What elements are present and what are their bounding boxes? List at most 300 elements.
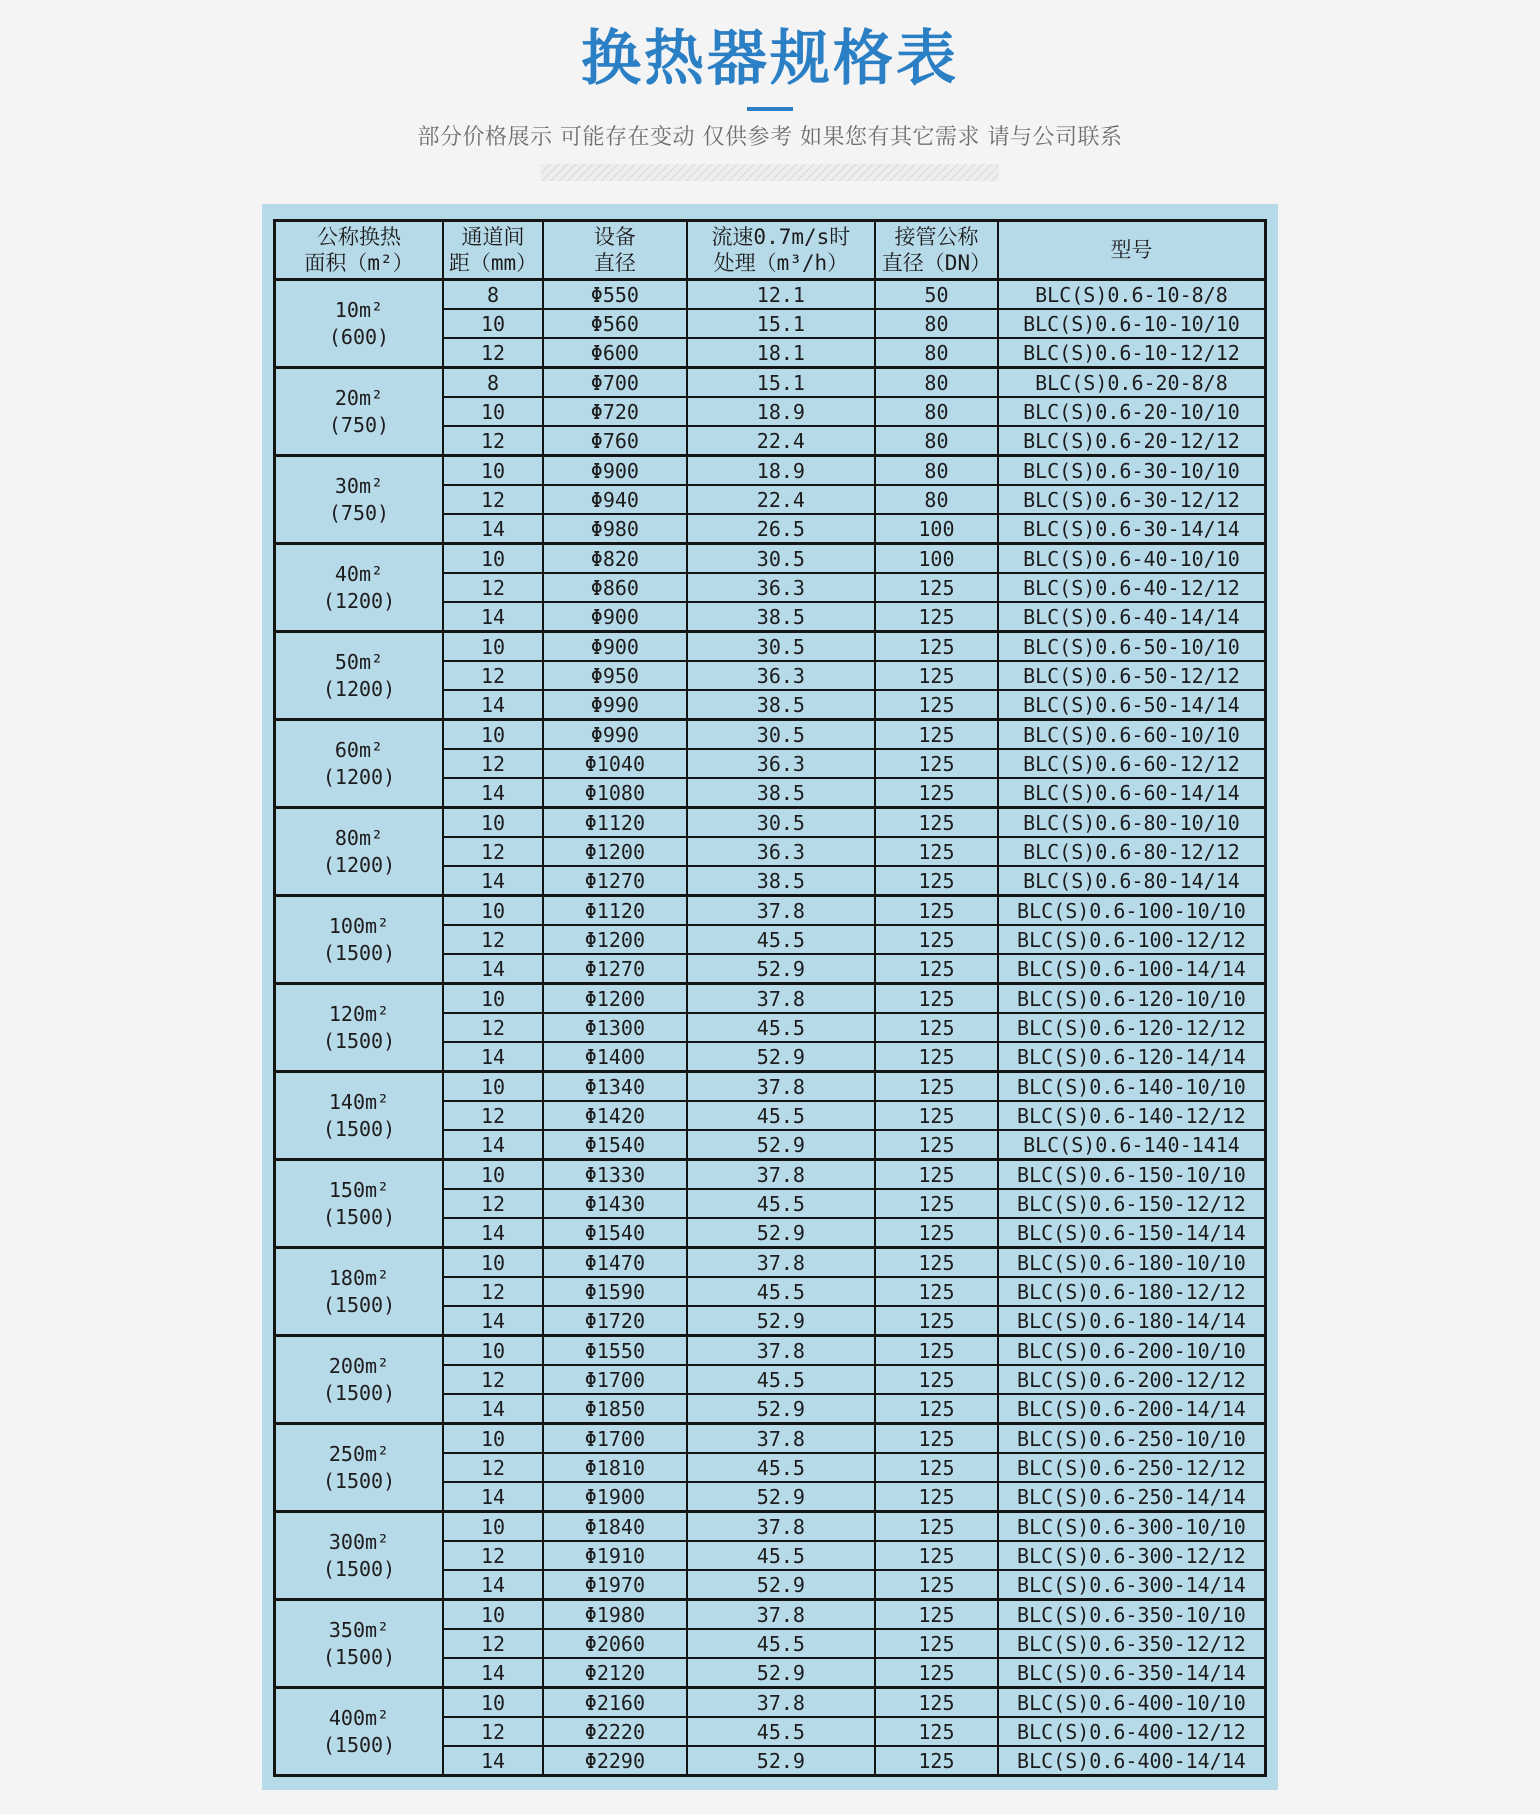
flow-rate-cell: 45.5 bbox=[687, 925, 875, 954]
flow-rate-cell: 38.5 bbox=[687, 690, 875, 720]
diameter-cell: Φ550 bbox=[543, 280, 687, 310]
area-label: 300m² bbox=[328, 1529, 390, 1554]
model-cell: BLC(S)0.6-120-12/12 bbox=[998, 1013, 1266, 1042]
col-header-flow bbox=[687, 221, 875, 280]
flow-rate-cell: 37.8 bbox=[687, 896, 875, 926]
diameter-cell: Φ1430 bbox=[543, 1189, 687, 1218]
area-size-label: (1500) bbox=[322, 1028, 396, 1053]
table-row bbox=[275, 720, 1266, 750]
dn-cell: 125 bbox=[875, 1042, 998, 1072]
channel-spacing-cell: 14 bbox=[443, 690, 543, 720]
dn-cell: 125 bbox=[875, 896, 998, 926]
model-cell: BLC(S)0.6-350-10/10 bbox=[998, 1600, 1266, 1630]
dn-cell: 125 bbox=[875, 1658, 998, 1688]
dn-cell: 125 bbox=[875, 1482, 998, 1512]
model-cell: BLC(S)0.6-180-14/14 bbox=[998, 1306, 1266, 1336]
model-cell: BLC(S)0.6-20-10/10 bbox=[998, 397, 1266, 426]
flow-rate-cell: 37.8 bbox=[687, 1688, 875, 1718]
dn-cell: 125 bbox=[875, 1160, 998, 1190]
col-header-line: 接管公称 bbox=[894, 225, 979, 249]
table-row bbox=[275, 1336, 1266, 1366]
table-row bbox=[275, 632, 1266, 662]
model-cell: BLC(S)0.6-140-1414 bbox=[998, 1130, 1266, 1160]
model-cell: BLC(S)0.6-40-12/12 bbox=[998, 573, 1266, 602]
channel-spacing-cell: 14 bbox=[443, 602, 543, 632]
dn-cell: 125 bbox=[875, 1424, 998, 1454]
area-group-cell bbox=[275, 632, 443, 720]
dn-cell: 125 bbox=[875, 1218, 998, 1248]
dn-cell: 80 bbox=[875, 397, 998, 426]
channel-spacing-cell: 10 bbox=[443, 1512, 543, 1542]
page-subtitle: 部分价格展示 可能存在变动 仅供参考 如果您有其它需求 请与公司联系 bbox=[417, 125, 1123, 150]
diameter-cell: Φ950 bbox=[543, 661, 687, 690]
channel-spacing-cell: 10 bbox=[443, 309, 543, 338]
flow-rate-cell: 36.3 bbox=[687, 573, 875, 602]
spec-table bbox=[273, 219, 1267, 1777]
diameter-cell: Φ2290 bbox=[543, 1746, 687, 1776]
model-cell: BLC(S)0.6-180-12/12 bbox=[998, 1277, 1266, 1306]
area-label: 40m² bbox=[334, 561, 384, 586]
model-cell: BLC(S)0.6-20-12/12 bbox=[998, 426, 1266, 456]
channel-spacing-cell: 14 bbox=[443, 514, 543, 544]
flow-rate-cell: 52.9 bbox=[687, 954, 875, 984]
flow-rate-cell: 15.1 bbox=[687, 309, 875, 338]
model-cell: BLC(S)0.6-50-12/12 bbox=[998, 661, 1266, 690]
diameter-cell: Φ940 bbox=[543, 485, 687, 514]
channel-spacing-cell: 14 bbox=[443, 1130, 543, 1160]
area-label: 10m² bbox=[334, 297, 384, 322]
diameter-cell: Φ1590 bbox=[543, 1277, 687, 1306]
channel-spacing-cell: 10 bbox=[443, 1424, 543, 1454]
dn-cell: 125 bbox=[875, 1717, 998, 1746]
diameter-cell: Φ900 bbox=[543, 456, 687, 486]
area-size-label: (1500) bbox=[322, 1644, 396, 1669]
diameter-cell: Φ720 bbox=[543, 397, 687, 426]
area-group-cell bbox=[275, 1072, 443, 1160]
col-header-line: 直径（DN） bbox=[881, 251, 992, 275]
area-group-cell bbox=[275, 1600, 443, 1688]
model-cell: BLC(S)0.6-100-12/12 bbox=[998, 925, 1266, 954]
model-cell: BLC(S)0.6-80-12/12 bbox=[998, 837, 1266, 866]
diameter-cell: Φ1200 bbox=[543, 837, 687, 866]
channel-spacing-cell: 12 bbox=[443, 1365, 543, 1394]
model-cell: BLC(S)0.6-300-14/14 bbox=[998, 1570, 1266, 1600]
flow-rate-cell: 30.5 bbox=[687, 632, 875, 662]
model-cell: BLC(S)0.6-50-10/10 bbox=[998, 632, 1266, 662]
area-size-label: (1500) bbox=[322, 1204, 396, 1229]
channel-spacing-cell: 12 bbox=[443, 485, 543, 514]
table-row bbox=[275, 280, 1266, 310]
flow-rate-cell: 52.9 bbox=[687, 1658, 875, 1688]
dn-cell: 100 bbox=[875, 514, 998, 544]
flow-rate-cell: 30.5 bbox=[687, 544, 875, 574]
flow-rate-cell: 38.5 bbox=[687, 866, 875, 896]
model-cell: BLC(S)0.6-150-14/14 bbox=[998, 1218, 1266, 1248]
flow-rate-cell: 45.5 bbox=[687, 1453, 875, 1482]
col-header-line: 直径 bbox=[593, 251, 636, 275]
page-title: 换热器规格表 bbox=[581, 24, 959, 94]
model-cell: BLC(S)0.6-60-14/14 bbox=[998, 778, 1266, 808]
area-group-cell bbox=[275, 896, 443, 984]
channel-spacing-cell: 8 bbox=[443, 280, 543, 310]
area-group-cell bbox=[275, 456, 443, 544]
model-cell: BLC(S)0.6-300-12/12 bbox=[998, 1541, 1266, 1570]
table-row bbox=[275, 1424, 1266, 1454]
area-group-cell bbox=[275, 1336, 443, 1424]
diameter-cell: Φ820 bbox=[543, 544, 687, 574]
table-row bbox=[275, 896, 1266, 926]
flow-rate-cell: 52.9 bbox=[687, 1570, 875, 1600]
table-body bbox=[275, 280, 1266, 1776]
flow-rate-cell: 36.3 bbox=[687, 661, 875, 690]
channel-spacing-cell: 12 bbox=[443, 426, 543, 456]
flow-rate-cell: 22.4 bbox=[687, 426, 875, 456]
title-underline bbox=[747, 107, 793, 111]
channel-spacing-cell: 14 bbox=[443, 1042, 543, 1072]
diameter-cell: Φ1270 bbox=[543, 866, 687, 896]
area-group-cell bbox=[275, 984, 443, 1072]
table-row bbox=[275, 1512, 1266, 1542]
flow-rate-cell: 37.8 bbox=[687, 1072, 875, 1102]
flow-rate-cell: 37.8 bbox=[687, 1336, 875, 1366]
model-cell: BLC(S)0.6-10-10/10 bbox=[998, 309, 1266, 338]
dn-cell: 125 bbox=[875, 1570, 998, 1600]
diameter-cell: Φ1720 bbox=[543, 1306, 687, 1336]
dn-cell: 125 bbox=[875, 749, 998, 778]
channel-spacing-cell: 12 bbox=[443, 573, 543, 602]
table-row bbox=[275, 1600, 1266, 1630]
model-cell: BLC(S)0.6-300-10/10 bbox=[998, 1512, 1266, 1542]
dn-cell: 125 bbox=[875, 925, 998, 954]
col-header-dn bbox=[875, 221, 998, 280]
area-group-cell bbox=[275, 808, 443, 896]
model-cell: BLC(S)0.6-350-14/14 bbox=[998, 1658, 1266, 1688]
diameter-cell: Φ1040 bbox=[543, 749, 687, 778]
flow-rate-cell: 38.5 bbox=[687, 602, 875, 632]
dn-cell: 125 bbox=[875, 1512, 998, 1542]
flow-rate-cell: 18.1 bbox=[687, 338, 875, 368]
flow-rate-cell: 52.9 bbox=[687, 1218, 875, 1248]
flow-rate-cell: 37.8 bbox=[687, 1600, 875, 1630]
flow-rate-cell: 15.1 bbox=[687, 368, 875, 398]
model-cell: BLC(S)0.6-400-12/12 bbox=[998, 1717, 1266, 1746]
channel-spacing-cell: 10 bbox=[443, 808, 543, 838]
dn-cell: 125 bbox=[875, 837, 998, 866]
diameter-cell: Φ2220 bbox=[543, 1717, 687, 1746]
area-size-label: (750) bbox=[328, 412, 390, 437]
col-header-line: 通道间 bbox=[461, 225, 525, 249]
model-cell: BLC(S)0.6-200-14/14 bbox=[998, 1394, 1266, 1424]
dn-cell: 125 bbox=[875, 1277, 998, 1306]
diameter-cell: Φ1700 bbox=[543, 1424, 687, 1454]
dn-cell: 50 bbox=[875, 280, 998, 310]
channel-spacing-cell: 10 bbox=[443, 397, 543, 426]
diameter-cell: Φ2120 bbox=[543, 1658, 687, 1688]
dn-cell: 125 bbox=[875, 984, 998, 1014]
channel-spacing-cell: 8 bbox=[443, 368, 543, 398]
channel-spacing-cell: 14 bbox=[443, 866, 543, 896]
dn-cell: 125 bbox=[875, 1248, 998, 1278]
area-label: 50m² bbox=[334, 649, 384, 674]
dn-cell: 125 bbox=[875, 1629, 998, 1658]
diameter-cell: Φ900 bbox=[543, 602, 687, 632]
channel-spacing-cell: 10 bbox=[443, 1600, 543, 1630]
dn-cell: 125 bbox=[875, 808, 998, 838]
col-header-diameter bbox=[543, 221, 687, 280]
channel-spacing-cell: 12 bbox=[443, 338, 543, 368]
diameter-cell: Φ560 bbox=[543, 309, 687, 338]
flow-rate-cell: 30.5 bbox=[687, 720, 875, 750]
dn-cell: 80 bbox=[875, 485, 998, 514]
model-cell: BLC(S)0.6-60-12/12 bbox=[998, 749, 1266, 778]
flow-rate-cell: 45.5 bbox=[687, 1101, 875, 1130]
dn-cell: 125 bbox=[875, 690, 998, 720]
diameter-cell: Φ700 bbox=[543, 368, 687, 398]
model-cell: BLC(S)0.6-250-14/14 bbox=[998, 1482, 1266, 1512]
dn-cell: 125 bbox=[875, 632, 998, 662]
flow-rate-cell: 45.5 bbox=[687, 1717, 875, 1746]
flow-rate-cell: 52.9 bbox=[687, 1306, 875, 1336]
diameter-cell: Φ1120 bbox=[543, 808, 687, 838]
channel-spacing-cell: 12 bbox=[443, 925, 543, 954]
model-cell: BLC(S)0.6-10-8/8 bbox=[998, 280, 1266, 310]
diameter-cell: Φ1840 bbox=[543, 1512, 687, 1542]
channel-spacing-cell: 14 bbox=[443, 1306, 543, 1336]
dn-cell: 125 bbox=[875, 1306, 998, 1336]
dn-cell: 125 bbox=[875, 1013, 998, 1042]
table-row bbox=[275, 544, 1266, 574]
diameter-cell: Φ1200 bbox=[543, 984, 687, 1014]
col-header-line: 处理（m³/h） bbox=[713, 251, 849, 275]
flow-rate-cell: 36.3 bbox=[687, 837, 875, 866]
diameter-cell: Φ1810 bbox=[543, 1453, 687, 1482]
col-header-line: 设备 bbox=[593, 225, 636, 249]
model-cell: BLC(S)0.6-100-14/14 bbox=[998, 954, 1266, 984]
diameter-cell: Φ1300 bbox=[543, 1013, 687, 1042]
model-cell: BLC(S)0.6-250-10/10 bbox=[998, 1424, 1266, 1454]
flow-rate-cell: 45.5 bbox=[687, 1629, 875, 1658]
dn-cell: 125 bbox=[875, 954, 998, 984]
area-size-label: (1500) bbox=[322, 1380, 396, 1405]
flow-rate-cell: 18.9 bbox=[687, 456, 875, 486]
diameter-cell: Φ1270 bbox=[543, 954, 687, 984]
table-row bbox=[275, 456, 1266, 486]
model-cell: BLC(S)0.6-200-12/12 bbox=[998, 1365, 1266, 1394]
model-cell: BLC(S)0.6-150-10/10 bbox=[998, 1160, 1266, 1190]
area-size-label: (1200) bbox=[322, 852, 396, 877]
diameter-cell: Φ990 bbox=[543, 690, 687, 720]
table-row bbox=[275, 1160, 1266, 1190]
diameter-cell: Φ1470 bbox=[543, 1248, 687, 1278]
dn-cell: 125 bbox=[875, 573, 998, 602]
area-label: 80m² bbox=[334, 825, 384, 850]
dn-cell: 80 bbox=[875, 338, 998, 368]
model-cell: BLC(S)0.6-40-14/14 bbox=[998, 602, 1266, 632]
area-label: 350m² bbox=[328, 1617, 390, 1642]
dn-cell: 125 bbox=[875, 1600, 998, 1630]
channel-spacing-cell: 12 bbox=[443, 1189, 543, 1218]
area-size-label: (1200) bbox=[322, 676, 396, 701]
flow-rate-cell: 45.5 bbox=[687, 1365, 875, 1394]
dn-cell: 125 bbox=[875, 1688, 998, 1718]
flow-rate-cell: 52.9 bbox=[687, 1042, 875, 1072]
channel-spacing-cell: 10 bbox=[443, 720, 543, 750]
area-group-cell bbox=[275, 1688, 443, 1776]
area-group-cell bbox=[275, 1160, 443, 1248]
channel-spacing-cell: 14 bbox=[443, 1746, 543, 1776]
area-size-label: (1200) bbox=[322, 588, 396, 613]
diameter-cell: Φ980 bbox=[543, 514, 687, 544]
area-group-cell bbox=[275, 544, 443, 632]
area-label: 250m² bbox=[328, 1441, 390, 1466]
channel-spacing-cell: 10 bbox=[443, 1072, 543, 1102]
model-cell: BLC(S)0.6-80-10/10 bbox=[998, 808, 1266, 838]
col-header-line: 面积（m²） bbox=[304, 251, 414, 275]
table-row bbox=[275, 984, 1266, 1014]
col-header-line: 公称换热 bbox=[316, 225, 401, 249]
table-row bbox=[275, 1072, 1266, 1102]
dn-cell: 125 bbox=[875, 1365, 998, 1394]
area-label: 100m² bbox=[328, 913, 390, 938]
area-label: 180m² bbox=[328, 1265, 390, 1290]
dn-cell: 125 bbox=[875, 866, 998, 896]
channel-spacing-cell: 12 bbox=[443, 1277, 543, 1306]
flow-rate-cell: 52.9 bbox=[687, 1130, 875, 1160]
model-cell: BLC(S)0.6-60-10/10 bbox=[998, 720, 1266, 750]
model-cell: BLC(S)0.6-250-12/12 bbox=[998, 1453, 1266, 1482]
channel-spacing-cell: 10 bbox=[443, 1248, 543, 1278]
dn-cell: 80 bbox=[875, 456, 998, 486]
diameter-cell: Φ2160 bbox=[543, 1688, 687, 1718]
spec-table-panel bbox=[262, 204, 1278, 1790]
header-row bbox=[275, 221, 1266, 280]
dn-cell: 125 bbox=[875, 1189, 998, 1218]
diameter-cell: Φ1330 bbox=[543, 1160, 687, 1190]
diameter-cell: Φ900 bbox=[543, 632, 687, 662]
dn-cell: 125 bbox=[875, 1072, 998, 1102]
col-header-line: 型号 bbox=[1110, 238, 1153, 262]
flow-rate-cell: 37.8 bbox=[687, 1248, 875, 1278]
channel-spacing-cell: 10 bbox=[443, 544, 543, 574]
area-size-label: (750) bbox=[328, 500, 390, 525]
model-cell: BLC(S)0.6-120-10/10 bbox=[998, 984, 1266, 1014]
channel-spacing-cell: 12 bbox=[443, 661, 543, 690]
dn-cell: 80 bbox=[875, 309, 998, 338]
diameter-cell: Φ1540 bbox=[543, 1218, 687, 1248]
channel-spacing-cell: 14 bbox=[443, 1570, 543, 1600]
dn-cell: 125 bbox=[875, 778, 998, 808]
area-group-cell bbox=[275, 720, 443, 808]
flow-rate-cell: 52.9 bbox=[687, 1394, 875, 1424]
diameter-cell: Φ1970 bbox=[543, 1570, 687, 1600]
table-row bbox=[275, 1248, 1266, 1278]
flow-rate-cell: 12.1 bbox=[687, 280, 875, 310]
dn-cell: 125 bbox=[875, 1541, 998, 1570]
area-group-cell bbox=[275, 1248, 443, 1336]
model-cell: BLC(S)0.6-140-10/10 bbox=[998, 1072, 1266, 1102]
flow-rate-cell: 45.5 bbox=[687, 1277, 875, 1306]
area-size-label: (1200) bbox=[322, 764, 396, 789]
channel-spacing-cell: 12 bbox=[443, 1717, 543, 1746]
area-group-cell bbox=[275, 1512, 443, 1600]
dn-cell: 125 bbox=[875, 1746, 998, 1776]
col-header-area bbox=[275, 221, 443, 280]
flow-rate-cell: 45.5 bbox=[687, 1541, 875, 1570]
dn-cell: 80 bbox=[875, 426, 998, 456]
area-group-cell bbox=[275, 368, 443, 456]
model-cell: BLC(S)0.6-30-10/10 bbox=[998, 456, 1266, 486]
flow-rate-cell: 52.9 bbox=[687, 1482, 875, 1512]
table-row bbox=[275, 368, 1266, 398]
channel-spacing-cell: 14 bbox=[443, 1482, 543, 1512]
flow-rate-cell: 38.5 bbox=[687, 778, 875, 808]
dn-cell: 125 bbox=[875, 1101, 998, 1130]
channel-spacing-cell: 12 bbox=[443, 1629, 543, 1658]
diameter-cell: Φ1900 bbox=[543, 1482, 687, 1512]
flow-rate-cell: 37.8 bbox=[687, 1424, 875, 1454]
flow-rate-cell: 45.5 bbox=[687, 1013, 875, 1042]
area-label: 140m² bbox=[328, 1089, 390, 1114]
diameter-cell: Φ1080 bbox=[543, 778, 687, 808]
area-size-label: (600) bbox=[328, 324, 390, 349]
model-cell: BLC(S)0.6-150-12/12 bbox=[998, 1189, 1266, 1218]
diameter-cell: Φ1980 bbox=[543, 1600, 687, 1630]
diameter-cell: Φ1540 bbox=[543, 1130, 687, 1160]
flow-rate-cell: 37.8 bbox=[687, 1512, 875, 1542]
area-size-label: (1500) bbox=[322, 1116, 396, 1141]
dn-cell: 125 bbox=[875, 1336, 998, 1366]
flow-rate-cell: 30.5 bbox=[687, 808, 875, 838]
model-cell: BLC(S)0.6-200-10/10 bbox=[998, 1336, 1266, 1366]
diameter-cell: Φ2060 bbox=[543, 1629, 687, 1658]
diameter-cell: Φ1400 bbox=[543, 1042, 687, 1072]
area-label: 400m² bbox=[328, 1705, 390, 1730]
channel-spacing-cell: 12 bbox=[443, 1013, 543, 1042]
area-size-label: (1500) bbox=[322, 940, 396, 965]
diameter-cell: Φ860 bbox=[543, 573, 687, 602]
channel-spacing-cell: 10 bbox=[443, 896, 543, 926]
dn-cell: 125 bbox=[875, 1453, 998, 1482]
area-label: 150m² bbox=[328, 1177, 390, 1202]
area-size-label: (1500) bbox=[322, 1468, 396, 1493]
model-cell: BLC(S)0.6-30-14/14 bbox=[998, 514, 1266, 544]
channel-spacing-cell: 14 bbox=[443, 1218, 543, 1248]
area-label: 120m² bbox=[328, 1001, 390, 1026]
channel-spacing-cell: 10 bbox=[443, 1688, 543, 1718]
table-row bbox=[275, 808, 1266, 838]
channel-spacing-cell: 12 bbox=[443, 837, 543, 866]
diameter-cell: Φ1910 bbox=[543, 1541, 687, 1570]
area-label: 20m² bbox=[334, 385, 384, 410]
decorative-stripe-band bbox=[541, 164, 999, 181]
channel-spacing-cell: 10 bbox=[443, 456, 543, 486]
model-cell: BLC(S)0.6-20-8/8 bbox=[998, 368, 1266, 398]
model-cell: BLC(S)0.6-400-10/10 bbox=[998, 1688, 1266, 1718]
flow-rate-cell: 36.3 bbox=[687, 749, 875, 778]
area-size-label: (1500) bbox=[322, 1556, 396, 1581]
area-label: 200m² bbox=[328, 1353, 390, 1378]
table-header bbox=[275, 221, 1266, 280]
model-cell: BLC(S)0.6-50-14/14 bbox=[998, 690, 1266, 720]
area-label: 30m² bbox=[334, 473, 384, 498]
diameter-cell: Φ1420 bbox=[543, 1101, 687, 1130]
flow-rate-cell: 37.8 bbox=[687, 1160, 875, 1190]
channel-spacing-cell: 10 bbox=[443, 1160, 543, 1190]
dn-cell: 125 bbox=[875, 720, 998, 750]
dn-cell: 125 bbox=[875, 1130, 998, 1160]
dn-cell: 100 bbox=[875, 544, 998, 574]
diameter-cell: Φ1550 bbox=[543, 1336, 687, 1366]
